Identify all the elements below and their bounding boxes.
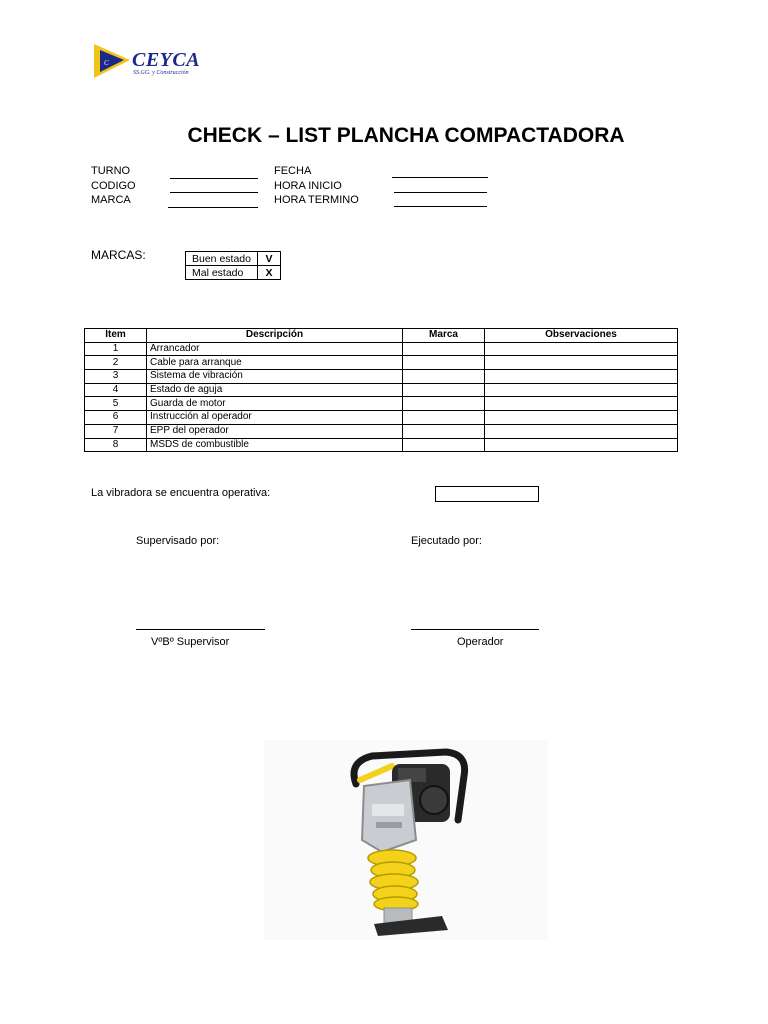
header-marca: Marca [403,329,485,343]
hora-termino-label: HORA TERMINO [274,194,359,206]
item-description: Arrancador [147,342,403,356]
marca-cell[interactable] [403,383,485,397]
table-row [85,397,678,411]
observaciones-cell[interactable] [485,383,678,397]
item-description: EPP del operador [147,424,403,438]
observaciones-cell[interactable] [485,424,678,438]
svg-text:C: C [104,59,109,67]
turno-label: TURNO [91,165,131,177]
observaciones-cell[interactable] [485,411,678,425]
item-number: 4 [85,383,147,397]
header-observaciones: Observaciones [485,329,678,343]
turno-field[interactable] [170,178,258,179]
codigo-label: CODIGO [91,180,136,192]
observaciones-cell[interactable] [485,370,678,384]
logo-tagline: SS.GG. y Construcción [133,70,189,76]
item-number: 7 [85,424,147,438]
codigo-field[interactable] [170,192,258,193]
table-row [85,383,678,397]
item-number: 5 [85,397,147,411]
legend-symbol: V [257,252,280,266]
header-item: Ítem [85,329,147,343]
legend-row-bad [186,266,281,280]
item-number: 1 [85,342,147,356]
hora-inicio-label: HORA INICIO [274,180,342,192]
item-description: Sistema de vibración [147,370,403,384]
marca-cell[interactable] [403,411,485,425]
item-number: 8 [85,438,147,452]
marca-cell[interactable] [403,370,485,384]
marca-cell[interactable] [403,342,485,356]
table-row [85,438,678,452]
item-number: 6 [85,411,147,425]
legend-text: Buen estado [186,252,258,266]
fecha-label: FECHA [274,165,312,177]
table-row [85,424,678,438]
table-row [85,356,678,370]
table-row [85,370,678,384]
item-description: Guarda de motor [147,397,403,411]
marca-cell[interactable] [403,424,485,438]
hora-termino-field[interactable] [394,206,487,207]
legend-row-good [186,252,281,266]
table-row [85,342,678,356]
item-description: MSDS de combustible [147,438,403,452]
item-number: 3 [85,370,147,384]
table-row [85,411,678,425]
logo-text: CEYCA [132,49,201,71]
supervisor-signature-line[interactable] [136,629,265,630]
item-number: 2 [85,356,147,370]
table-header-row [85,329,678,343]
vobo-supervisor-label: VºBº Supervisor [151,636,230,648]
operador-label: Operador [457,636,504,648]
observaciones-cell[interactable] [485,438,678,452]
legend-symbol: X [257,266,280,280]
observaciones-cell[interactable] [485,342,678,356]
observaciones-cell[interactable] [485,356,678,370]
ejecutado-label: Ejecutado por: [411,535,482,547]
marca-cell[interactable] [403,397,485,411]
operativa-field[interactable] [435,486,539,502]
operator-signature-line[interactable] [411,629,539,630]
checklist-table [84,328,678,452]
supervisado-label: Supervisado por: [136,535,220,547]
item-description: Estado de aguja [147,383,403,397]
header-descripcion: Descripción [147,329,403,343]
hora-inicio-field[interactable] [394,192,487,193]
compactor-machine-image [264,740,548,940]
marca-label: MARCA [91,194,131,206]
marca-cell[interactable] [403,356,485,370]
marca-cell[interactable] [403,438,485,452]
marca-field[interactable] [168,207,258,208]
fecha-field[interactable] [392,177,488,178]
page-title: CHECK – LIST PLANCHA COMPACTADORA [187,124,625,147]
item-description: Cable para arranque [147,356,403,370]
operativa-label: La vibradora se encuentra operativa: [91,487,271,499]
marcas-legend [185,251,281,280]
observaciones-cell[interactable] [485,397,678,411]
marcas-label: MARCAS: [91,248,146,262]
legend-text: Mal estado [186,266,258,280]
item-description: Instrucción al operador [147,411,403,425]
